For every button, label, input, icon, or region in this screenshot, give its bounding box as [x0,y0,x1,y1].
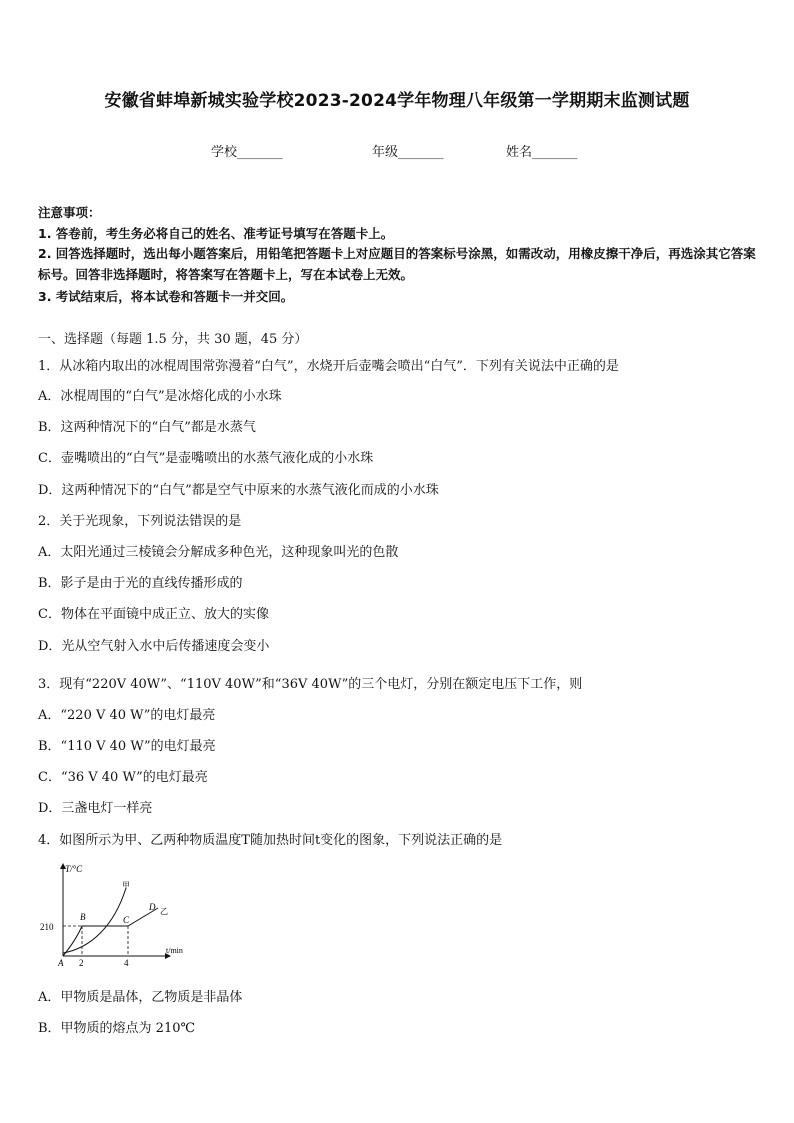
notice-item-1: 1. 答卷前，考生务必将自己的姓名、准考证号填写在答题卡上。 [38,226,394,241]
question-1-stem: 1．从冰箱内取出的冰棍周围常弥漫着“白气”，水烧开后壶嘴会喷出“白气”．下列有关说法中正确的是 [38,359,619,374]
question-3-option-a: A．“220 V 40 W”的电灯最亮 [38,708,216,723]
question-4-option-a: A．甲物质是晶体，乙物质是非晶体 [38,990,243,1005]
temperature-time-graph [36,856,196,970]
y-tick-210: 210 [40,922,54,932]
question-3-stem: 3．现有“220V 40W”、“110V 40W”和“36V 40W”的三个电灯，分别在额定电压下工作，则 [38,677,583,692]
name-field: 姓名_______ [506,145,578,160]
point-c-label: C [123,915,130,925]
question-1-option-b: B．这两种情况下的“白气”都是水蒸气 [38,420,256,435]
grade-field: 年级_______ [372,145,444,160]
notice-item-3: 3. 考试结束后，将本试卷和答题卡一并交回。 [38,289,294,304]
section-heading: 一、选择题（每题 1.5 分，共 30 题，45 分） [38,332,308,347]
y-axis-label: T/°C [65,864,83,874]
point-b-label: B [80,912,86,922]
x-tick-4: 4 [124,958,129,968]
series-jia-label: 甲 [122,881,130,890]
school-field: 学校_______ [211,145,283,160]
question-3-option-d: D．三盏电灯一样亮 [38,801,153,816]
x-axis-label: t/min [166,946,183,955]
page-title: 安徽省蚌埠新城实验学校2023-2024学年物理八年级第一学期期末监测试题 [104,91,690,111]
point-a-label: A [58,958,64,968]
x-tick-2: 2 [79,958,84,968]
question-2-stem: 2．关于光现象，下列说法错误的是 [38,514,242,529]
question-2-option-a: A．太阳光通过三棱镜会分解成多种色光，这种现象叫光的色散 [38,545,399,560]
question-2-option-b: B．影子是由于光的直线传播形成的 [38,576,243,591]
series-yi-label: 乙 [160,907,168,916]
notice-item-2: 2. 回答选择题时，选出每小题答案后，用铅笔把答题卡上对应题目的答案标号涂黑，如需改动，用橡皮擦干净后，再选涂其它答案标号。回答非选择题时，将答案写在答题卡上，写在本试卷上无效。 [38,246,756,282]
question-2-option-d: D．光从空气射入水中后传播速度会变小 [38,639,270,654]
question-4-option-b: B．甲物质的熔点为 210℃ [38,1021,196,1036]
question-1-option-a: A．冰棍周围的“白气”是冰熔化成的小水珠 [38,389,282,404]
notice-heading: 注意事项： [38,205,101,220]
question-1-option-c: C．壶嘴喷出的“白气”是壶嘴喷出的水蒸气液化成的小水珠 [38,451,374,466]
point-d-label: D [149,902,156,912]
question-1-option-d: D．这两种情况下的“白气”都是空气中原来的水蒸气液化而成的小水珠 [38,483,439,498]
question-3-option-c: C．“36 V 40 W”的电灯最亮 [38,770,208,785]
question-3-option-b: B．“110 V 40 W”的电灯最亮 [38,739,216,754]
question-4-stem: 4．如图所示为甲、乙两种物质温度T随加热时间t变化的图象，下列说法正确的是 [38,833,503,848]
question-2-option-c: C．物体在平面镜中成正立、放大的实像 [38,607,269,622]
